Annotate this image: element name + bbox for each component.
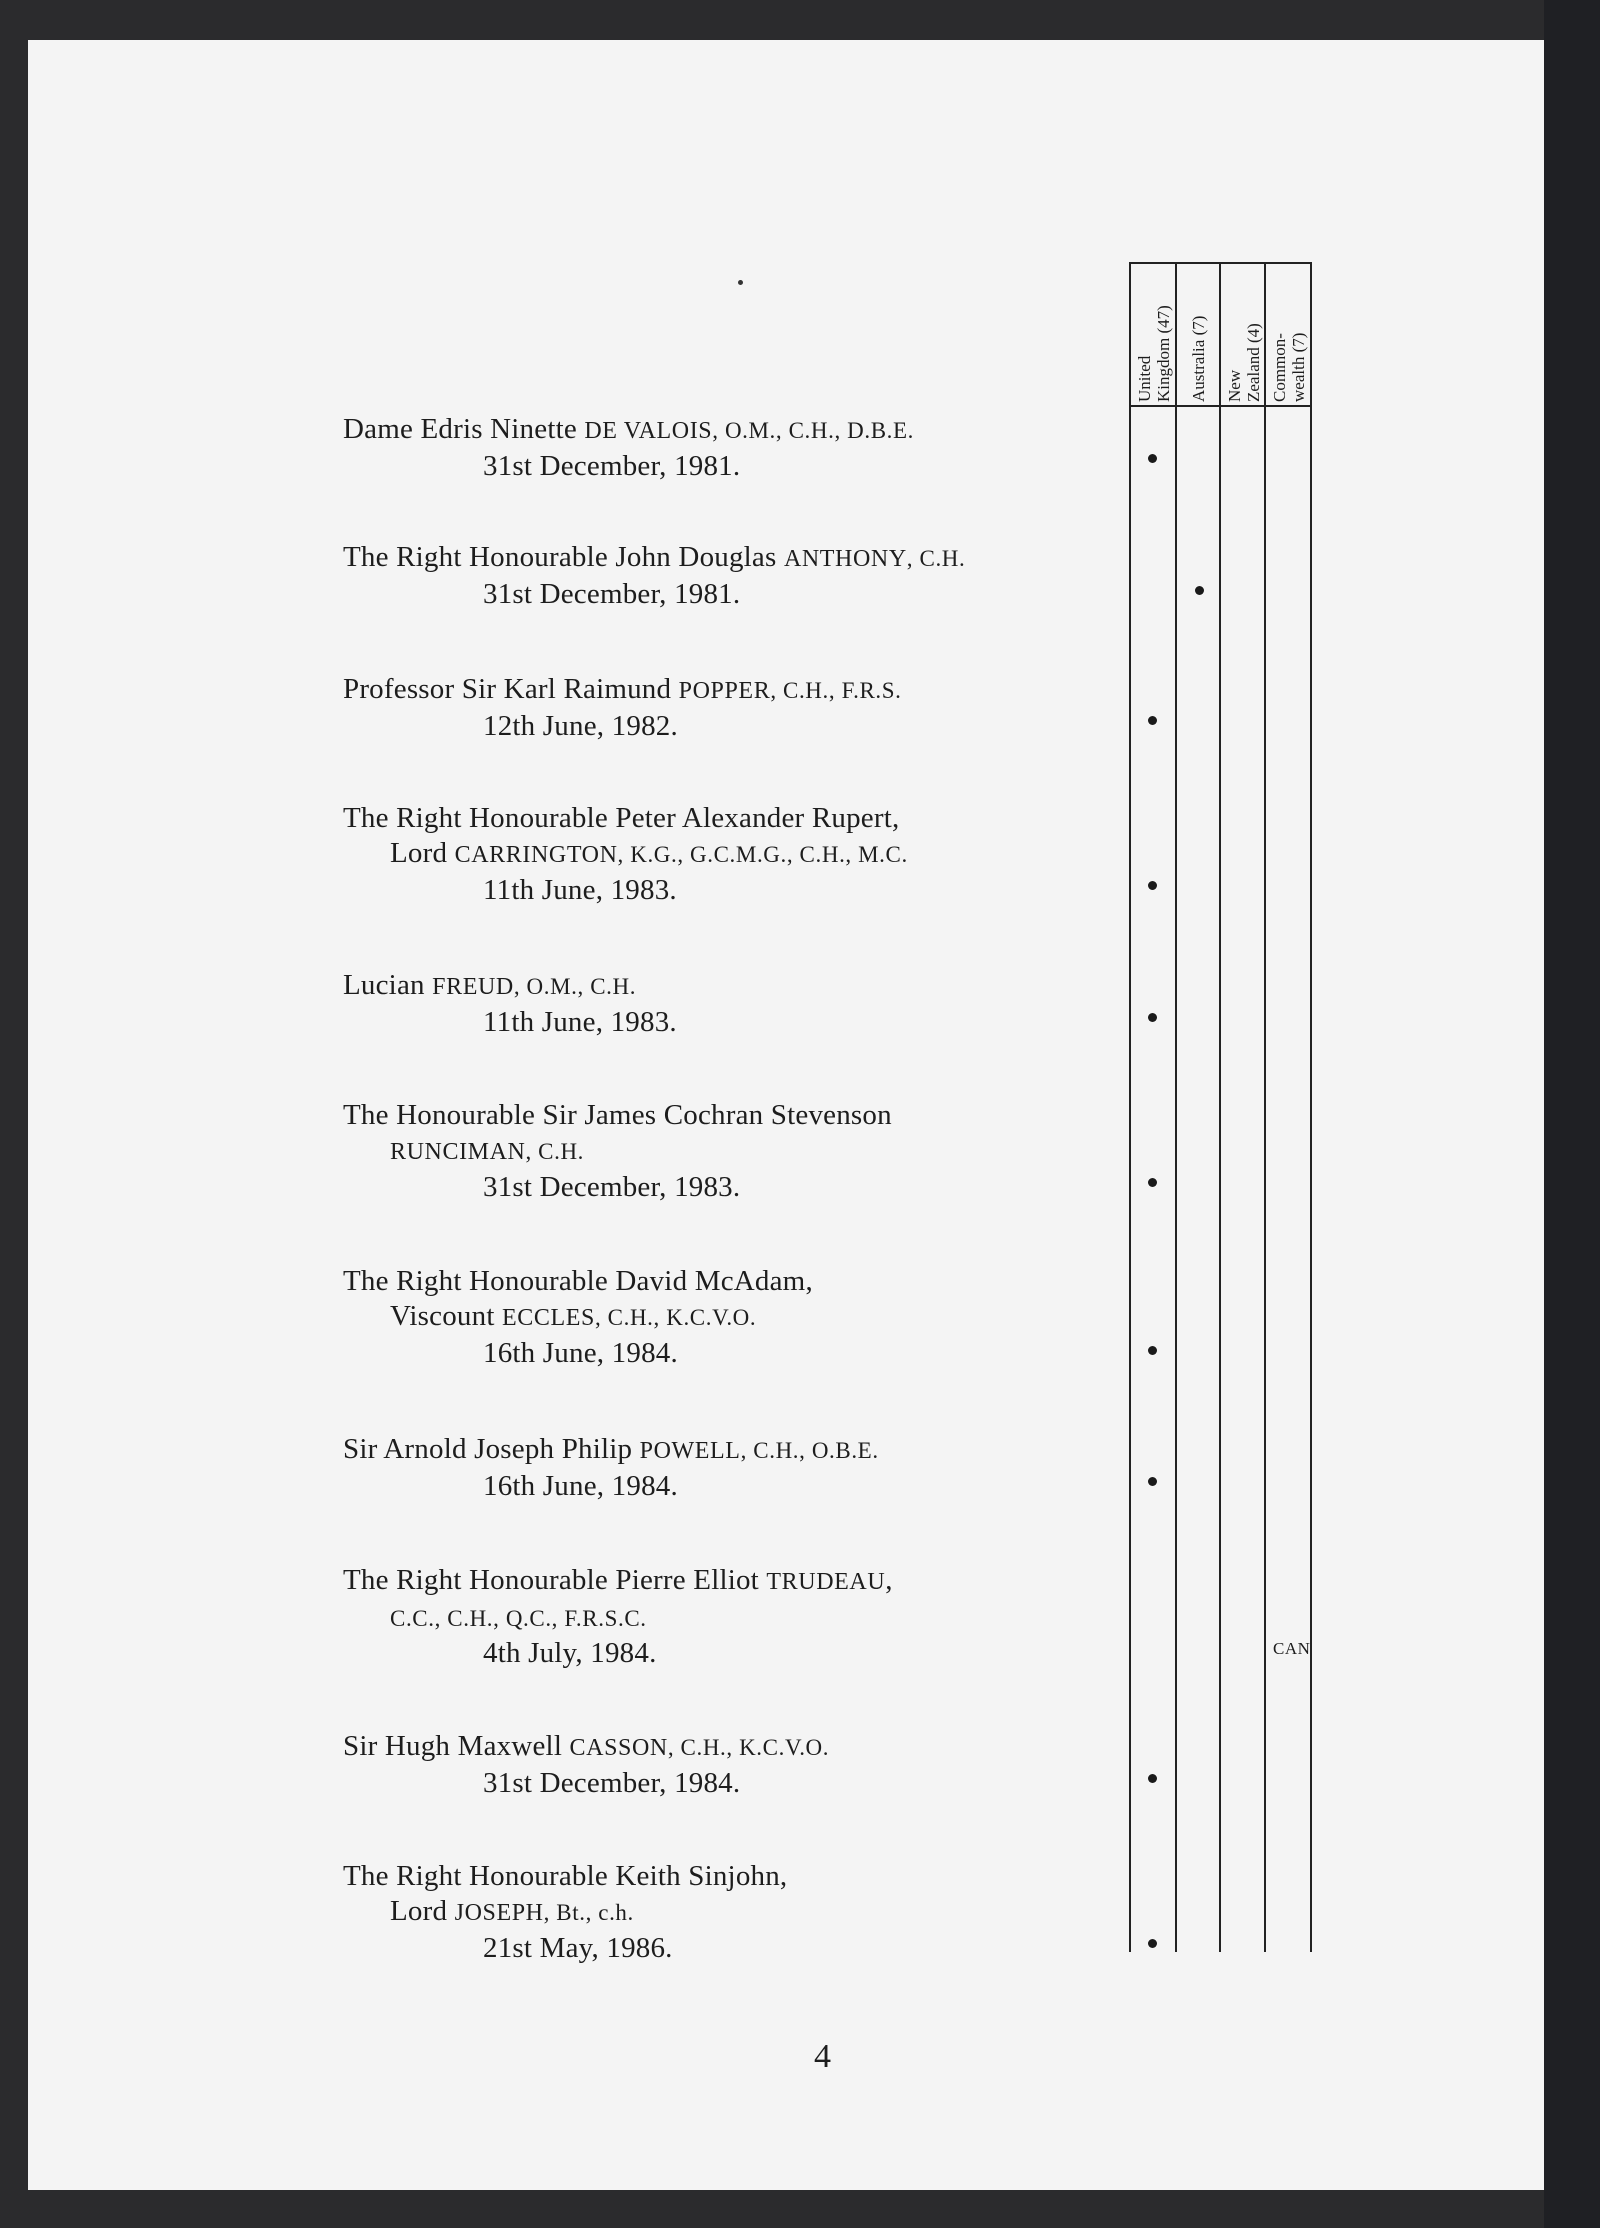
uk-dot-powell — [1148, 1477, 1157, 1486]
entry-title-line: Lord JOSEPH, Bt., c.h. — [390, 1895, 634, 1927]
entry-title-line: Lord CARRINGTON, K.G., G.C.M.G., C.H., M.C. — [390, 837, 908, 869]
entry-name-line: Sir Arnold Joseph Philip POWELL, C.H., O.B.E. — [343, 1433, 879, 1465]
entry-name-line: Lucian FREUD, O.M., C.H. — [343, 969, 637, 1001]
entry-freud — [343, 968, 677, 1040]
entry-name-line: Sir Hugh Maxwell CASSON, C.H., K.C.V.O. — [343, 1730, 830, 1762]
column-header-australia — [1177, 262, 1223, 406]
entry-name-line: The Right Honourable Keith Sinjohn, — [343, 1860, 788, 1892]
entry-powell — [343, 1432, 879, 1504]
column-header-uk — [1131, 262, 1177, 406]
entry-carrington — [343, 801, 908, 908]
uk-dot-popper — [1148, 716, 1157, 725]
entry-date: 11th June, 1983. — [483, 1006, 677, 1038]
entry-trudeau — [343, 1563, 893, 1671]
uk-dot-de-valois — [1148, 454, 1157, 463]
page-number: 4 — [814, 2038, 831, 2075]
column-header-label: Australia (7) — [1189, 315, 1208, 402]
column-rule — [1310, 262, 1312, 1952]
entry-date: 16th June, 1984. — [483, 1337, 678, 1369]
uk-dot-joseph — [1148, 1939, 1157, 1948]
uk-dot-casson — [1148, 1774, 1157, 1783]
entry-date: 11th June, 1983. — [483, 874, 677, 906]
entry-date: 31st December, 1983. — [483, 1171, 741, 1203]
entry-name-line: Dame Edris Ninette DE VALOIS, O.M., C.H., D.B.E. — [343, 413, 915, 445]
entry-name-line: The Right Honourable Pierre Elliot TRUDEAU, — [343, 1564, 893, 1596]
entry-popper — [343, 672, 902, 744]
column-rule — [1219, 262, 1221, 1952]
entry-name-line: The Right Honourable David McAdam, — [343, 1265, 813, 1297]
entry-name-line: The Honourable Sir James Cochran Stevenson — [343, 1099, 892, 1131]
entry-date: 16th June, 1984. — [483, 1470, 678, 1502]
entry-title-line: C.C., C.H., Q.C., F.R.S.C. — [390, 1606, 647, 1631]
entry-name-line: The Right Honourable Peter Alexander Rupert, — [343, 802, 900, 834]
column-rule — [1129, 262, 1131, 1952]
column-header-label: United Kingdom (47) — [1135, 305, 1173, 402]
uk-dot-eccles — [1148, 1346, 1157, 1355]
stray-mark — [738, 280, 743, 285]
entry-name-line: The Right Honourable John Douglas ANTHONY, C.H. — [343, 541, 966, 573]
entry-title-line: Viscount ECCLES, C.H., K.C.V.O. — [390, 1300, 757, 1332]
uk-dot-carrington — [1148, 881, 1157, 890]
column-rule — [1175, 262, 1177, 1952]
column-header-new-zealand — [1221, 262, 1267, 406]
commonwealth-code-trudeau: CAN — [1273, 1639, 1311, 1658]
entry-date: 4th July, 1984. — [483, 1637, 657, 1669]
uk-dot-runciman — [1148, 1178, 1157, 1187]
entry-eccles — [343, 1264, 813, 1371]
entry-de-valois — [343, 412, 914, 484]
entry-date: 31st December, 1981. — [483, 578, 741, 610]
entry-title-line: RUNCIMAN, C.H. — [390, 1139, 585, 1165]
australia-dot-anthony — [1195, 586, 1204, 595]
entry-anthony — [343, 540, 965, 612]
column-rule — [1264, 262, 1266, 1952]
entry-date: 21st May, 1986. — [483, 1932, 673, 1964]
entry-casson — [343, 1729, 829, 1801]
column-header-label: New Zealand (4) — [1225, 323, 1263, 402]
entry-joseph — [343, 1859, 787, 1966]
column-header-commonwealth — [1266, 262, 1312, 406]
entry-date: 31st December, 1981. — [483, 450, 741, 482]
entry-date: 12th June, 1982. — [483, 710, 678, 742]
column-header-label: Common- wealth (7) — [1270, 332, 1308, 402]
entry-date: 31st December, 1984. — [483, 1767, 741, 1799]
entry-name-line: Professor Sir Karl Raimund POPPER, C.H., F.R.S. — [343, 673, 902, 705]
uk-dot-freud — [1148, 1013, 1157, 1022]
entry-runciman — [343, 1098, 892, 1205]
